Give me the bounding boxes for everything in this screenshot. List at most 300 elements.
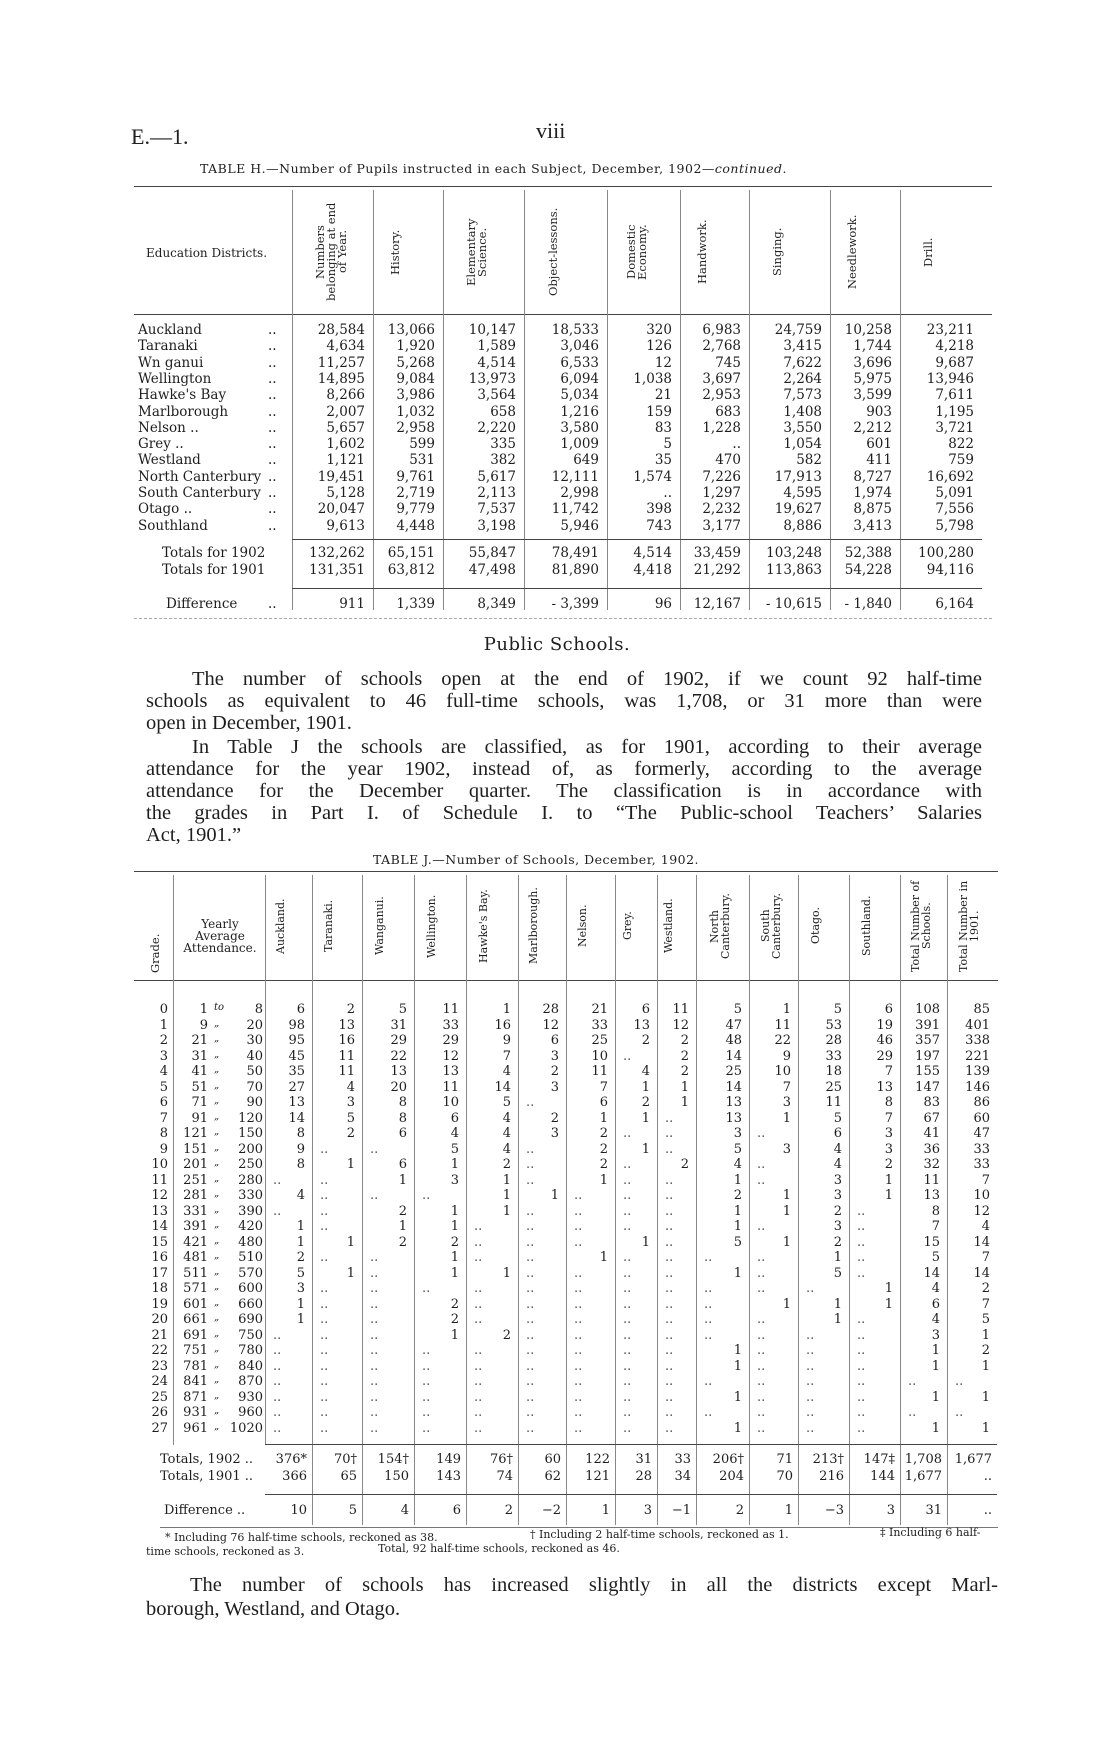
table-cell: 213† [812, 1452, 844, 1467]
column-header-districts: Education Districts. [146, 246, 268, 260]
table-cell: .. [320, 1172, 329, 1188]
column-divider [414, 875, 415, 1525]
table-cell: 582 [796, 452, 822, 469]
paragraph-line: In Table J the schools are classified, as for 1901, according to their average [192, 736, 982, 758]
table-cell: .. [665, 1219, 674, 1234]
table-cell: .. [663, 485, 672, 501]
column-header: Grey. [621, 911, 634, 941]
table-cell: 1 [296, 1234, 305, 1250]
attendance-from: 511 [183, 1265, 208, 1281]
table-cell: 1 [599, 1172, 608, 1188]
table-cell: 14 [923, 1265, 940, 1281]
table-cell: 70† [333, 1452, 357, 1467]
table-cell: .. [474, 1312, 483, 1327]
table-cell: 2 [599, 1141, 608, 1157]
table-cell: 1 [733, 1203, 742, 1219]
table-cell: 1 [981, 1389, 990, 1405]
table-cell: 33 [825, 1048, 842, 1064]
attendance-from: 661 [183, 1312, 208, 1327]
table-cell: .. [370, 1312, 379, 1327]
table-cell: 65,151 [387, 545, 435, 561]
table-cell: 108 [915, 1002, 940, 1017]
table-cell: .. [757, 1250, 766, 1265]
table-cell: 197 [915, 1048, 940, 1064]
table-cell: .. [574, 1343, 583, 1358]
leader-dots: .. [268, 452, 277, 469]
table-cell: 2,220 [477, 419, 516, 436]
table-cell: 28 [825, 1033, 842, 1048]
attendance-separator: „ [214, 1389, 220, 1401]
table-cell: .. [422, 1188, 431, 1203]
table-cell: 11 [442, 1002, 459, 1017]
table-cell: 1 [398, 1172, 407, 1188]
table-cell: 46 [876, 1033, 893, 1048]
table-cell: 1 [733, 1420, 742, 1436]
leader-dots: .. [268, 419, 277, 436]
table-cell: 4,418 [633, 562, 672, 578]
attendance-from: 51 [191, 1079, 208, 1095]
attendance-from: 91 [191, 1110, 208, 1126]
table-cell: 6 [884, 1002, 893, 1017]
table-cell: 14 [494, 1079, 511, 1095]
attendance-to: 930 [238, 1389, 263, 1405]
attendance-separator: „ [214, 1296, 220, 1308]
table-cell: .. [526, 1312, 535, 1327]
table-cell: .. [757, 1172, 766, 1188]
attendance-from: 751 [183, 1343, 208, 1358]
column-header-grade: Grade. [148, 933, 162, 973]
table-cell: .. [704, 1250, 713, 1265]
attendance-from: 961 [183, 1420, 208, 1436]
table-cell: 36 [923, 1141, 940, 1157]
column-header: Drill. [921, 237, 935, 267]
table-cell: 1 [450, 1219, 459, 1234]
table-cell: 11 [672, 1002, 689, 1017]
table-cell: 4 [502, 1110, 511, 1126]
table-cell: .. [474, 1358, 483, 1374]
table-cell: 13 [338, 1017, 355, 1033]
table-cell: 5 [296, 1265, 305, 1281]
table-cell: 47 [973, 1126, 990, 1141]
attendance-from: 1 [199, 1002, 208, 1017]
column-header: Elementary Science. [463, 218, 489, 286]
table-cell: 3 [550, 1126, 559, 1141]
table-cell: .. [757, 1327, 766, 1343]
table-cell: 95 [288, 1033, 305, 1048]
table-cell: 13 [876, 1079, 893, 1095]
table-cell: 62 [544, 1469, 561, 1484]
table-cell: .. [857, 1234, 866, 1250]
table-cell: 83 [923, 1095, 940, 1110]
table-cell: 8 [398, 1095, 407, 1110]
table-cell: .. [857, 1250, 866, 1265]
column-header: Domestic Economy. [623, 224, 649, 280]
table-cell: 1 [782, 1110, 791, 1126]
table-cell: 7 [884, 1064, 893, 1079]
column-header: Auckland. [273, 898, 287, 954]
table-cell: 1 [450, 1250, 459, 1265]
table-cell: .. [574, 1281, 583, 1296]
table-h-title [200, 161, 787, 176]
leader-dots: .. [268, 468, 277, 485]
table-cell: .. [623, 1126, 632, 1141]
table-cell: .. [665, 1405, 674, 1420]
table-cell: 382 [490, 452, 516, 469]
table-cell: 63,812 [387, 562, 435, 578]
section-heading: Public Schools. [483, 634, 631, 655]
table-cell: 13,946 [926, 370, 974, 387]
table-cell: 2 [599, 1157, 608, 1172]
table-cell: .. [665, 1358, 674, 1374]
table-cell: 1 [296, 1219, 305, 1234]
column-header: Singing. [769, 227, 784, 277]
table-cell: 3 [782, 1095, 791, 1110]
table-cell: 376* [275, 1452, 307, 1467]
table-cell: 3 [296, 1281, 305, 1296]
table-cell: .. [526, 1157, 535, 1172]
table-cell: 60 [973, 1110, 990, 1126]
table-cell: .. [474, 1374, 483, 1389]
attendance-to: 420 [238, 1219, 263, 1234]
attendance-to: 50 [246, 1064, 263, 1079]
table-cell: 1 [346, 1234, 355, 1250]
table-cell: .. [623, 1374, 632, 1389]
table-cell: 601 [866, 436, 892, 453]
table-cell: 3 [450, 1172, 459, 1188]
column-header: North Canterbury. [707, 893, 732, 959]
district-name: Wn ganui [138, 354, 204, 371]
table-cell: .. [526, 1234, 535, 1250]
table-cell: 531 [409, 452, 435, 469]
table-cell: .. [665, 1389, 674, 1405]
table-cell: 759 [948, 452, 974, 469]
table-cell: .. [320, 1405, 329, 1420]
table-cell: 12 [672, 1017, 689, 1033]
attendance-from: 841 [183, 1374, 208, 1389]
row-label: Difference .. [164, 1503, 246, 1518]
table-cell: 357 [915, 1033, 940, 1048]
table-cell: 81,890 [551, 562, 599, 578]
table-cell: 11 [774, 1017, 791, 1033]
table-cell: 4 [833, 1141, 842, 1157]
attendance-separator: „ [214, 1343, 220, 1354]
table-cell: 1 [782, 1296, 791, 1312]
table-cell: 3,046 [560, 338, 599, 355]
table-cell: .. [574, 1358, 583, 1374]
rule [292, 539, 982, 540]
table-cell: 1,602 [326, 436, 365, 453]
attendance-separator: „ [214, 1358, 220, 1370]
table-cell: 221 [965, 1048, 990, 1064]
table-cell: .. [757, 1389, 766, 1405]
table-cell: 35 [288, 1064, 305, 1079]
table-cell: 1 [601, 1503, 610, 1518]
table-cell: .. [320, 1420, 329, 1436]
table-cell: .. [806, 1389, 815, 1405]
table-cell: 1 [782, 1002, 791, 1017]
table-cell: .. [665, 1343, 674, 1358]
table-cell: .. [273, 1172, 282, 1188]
table-cell: .. [806, 1343, 815, 1358]
table-cell: 2 [833, 1203, 842, 1219]
table-cell: 649 [573, 452, 599, 469]
table-cell: 7 [502, 1048, 511, 1064]
table-cell: 745 [715, 354, 741, 371]
table-cell: 3 [550, 1048, 559, 1064]
table-cell: 5 [931, 1250, 940, 1265]
table-cell: .. [665, 1110, 674, 1126]
table-cell: 14,895 [317, 370, 365, 387]
table-cell: .. [704, 1296, 713, 1312]
table-cell: 3,721 [935, 419, 974, 436]
table-cell: 911 [339, 596, 365, 612]
attendance-separator: „ [214, 1126, 220, 1137]
table-cell: 1 [884, 1188, 893, 1203]
table-cell: .. [623, 1203, 632, 1219]
leader-dots: .. [268, 322, 277, 338]
table-cell: .. [857, 1374, 866, 1389]
grade-number: 2 [159, 1033, 168, 1048]
district-name: Otago .. [138, 501, 193, 518]
table-cell: 1 [502, 1002, 511, 1017]
district-name: Westland [138, 452, 201, 469]
table-cell: 7,573 [783, 387, 822, 404]
page-identifier: E.—1. [131, 124, 189, 149]
table-cell: 7,226 [702, 468, 741, 485]
table-cell: 1 [641, 1141, 650, 1157]
table-cell: .. [320, 1374, 329, 1389]
table-cell: 1 [680, 1095, 689, 1110]
table-cell: .. [857, 1327, 866, 1343]
table-cell: 2 [641, 1095, 650, 1110]
leader-dots: .. [268, 387, 277, 404]
attendance-separator: „ [214, 1095, 220, 1106]
table-cell: 2 [504, 1503, 513, 1518]
grade-number: 17 [151, 1265, 168, 1281]
table-cell: .. [474, 1420, 483, 1436]
table-cell: 1,574 [633, 468, 672, 485]
row-label: Difference [166, 596, 238, 612]
column-divider [657, 875, 658, 1525]
table-cell: .. [757, 1405, 766, 1420]
footnote-total: Total, 92 half-time schools, reckoned as 46. [378, 1542, 620, 1555]
attendance-to: 20 [246, 1017, 263, 1033]
table-cell: 13 [288, 1095, 305, 1110]
table-cell: 411 [866, 452, 892, 469]
table-cell: 5 [450, 1141, 459, 1157]
table-cell: 1,708 [904, 1452, 942, 1467]
table-cell: .. [526, 1420, 535, 1436]
table-cell: .. [704, 1281, 713, 1296]
table-cell: 31 [635, 1452, 652, 1467]
table-cell: 7,537 [477, 501, 516, 518]
table-cell: 122 [585, 1452, 610, 1467]
column-header: Nelson. [575, 904, 589, 948]
table-cell: .. [526, 1358, 535, 1374]
table-cell: 470 [715, 452, 741, 469]
attendance-to: 120 [238, 1110, 263, 1126]
table-cell: 1 [346, 1157, 355, 1172]
table-cell: 13,973 [468, 370, 516, 387]
column-divider [362, 875, 363, 1525]
table-cell: 3 [346, 1095, 355, 1110]
column-header: Wellington. [425, 894, 438, 958]
footnote-star: * Including 76 half-time schools, reckoned as 38. [165, 1531, 438, 1544]
attendance-from: 281 [183, 1188, 208, 1203]
table-cell: .. [623, 1358, 632, 1374]
column-header: Southland. [859, 895, 873, 957]
table-cell: 28 [542, 1002, 559, 1017]
table-cell: 2,953 [702, 387, 741, 404]
table-cell: 2 [680, 1064, 689, 1079]
table-cell: 4 [346, 1079, 355, 1095]
table-cell: 1,038 [633, 370, 672, 387]
grade-number: 25 [151, 1389, 168, 1405]
table-cell: 1 [502, 1265, 511, 1281]
table-cell: 1 [782, 1234, 791, 1250]
table-cell: 2 [641, 1033, 650, 1048]
table-cell: 78,491 [551, 545, 599, 561]
table-cell: 25 [725, 1064, 742, 1079]
table-cell: 3,198 [477, 517, 516, 534]
grade-number: 19 [151, 1296, 168, 1312]
table-cell: 1 [733, 1343, 742, 1358]
table-cell: 1 [599, 1110, 608, 1126]
table-cell: 25 [825, 1079, 842, 1095]
attendance-to: 200 [238, 1141, 263, 1157]
table-cell: 1 [733, 1358, 742, 1374]
table-cell: 2 [450, 1234, 459, 1250]
attendance-to: 390 [238, 1203, 263, 1219]
leader-dots: .. [268, 501, 277, 518]
table-cell: .. [474, 1296, 483, 1312]
table-cell: 1 [450, 1157, 459, 1172]
attendance-to: 510 [238, 1250, 263, 1265]
attendance-from: 21 [191, 1033, 208, 1048]
grade-number: 24 [151, 1374, 168, 1389]
table-cell: .. [370, 1405, 379, 1420]
table-cell: 2,007 [326, 403, 365, 420]
table-cell: 5 [833, 1002, 842, 1017]
column-header: Wanganui. [373, 896, 386, 956]
table-cell: 4 [502, 1141, 511, 1157]
table-cell: 1 [981, 1327, 990, 1343]
column-header: Hawke's Bay. [477, 889, 490, 963]
grade-number: 3 [159, 1048, 168, 1064]
table-cell: .. [320, 1188, 329, 1203]
attendance-to: 30 [246, 1033, 263, 1048]
table-cell: .. [422, 1405, 431, 1420]
table-cell: .. [526, 1327, 535, 1343]
table-cell: 5 [733, 1234, 742, 1250]
table-cell: .. [857, 1389, 866, 1405]
table-cell: 3 [833, 1188, 842, 1203]
table-cell: .. [320, 1219, 329, 1234]
leader-dots: .. [268, 485, 277, 501]
table-cell: 15 [923, 1234, 940, 1250]
table-cell: 19,627 [774, 501, 822, 518]
table-cell: 10,147 [468, 322, 516, 338]
table-cell: 398 [646, 501, 672, 518]
table-cell: .. [526, 1172, 535, 1188]
grade-number: 22 [151, 1343, 168, 1358]
table-cell: 2 [599, 1126, 608, 1141]
table-cell: 5,975 [853, 370, 892, 387]
rule [265, 1494, 997, 1495]
table-cell: 2,212 [853, 419, 892, 436]
table-cell: 9 [782, 1048, 791, 1064]
table-cell: .. [526, 1250, 535, 1265]
table-cell: 150 [384, 1469, 409, 1484]
footnote-dagger: † Including 2 half-time schools, reckoned as 1. [530, 1528, 789, 1541]
table-cell: 2 [502, 1157, 511, 1172]
table-cell: 3 [884, 1126, 893, 1141]
table-cell: 25 [591, 1033, 608, 1048]
table-cell: 103,248 [766, 545, 822, 561]
table-cell: 14 [725, 1048, 742, 1064]
table-cell: 9,613 [326, 517, 365, 534]
attendance-separator: „ [214, 1281, 220, 1292]
table-cell: 19,451 [317, 468, 365, 485]
table-cell: 34 [674, 1469, 691, 1484]
table-cell: 7,556 [935, 501, 974, 518]
attendance-to: 150 [238, 1126, 263, 1141]
table-cell: 20,047 [317, 501, 365, 518]
table-cell: 338 [965, 1033, 990, 1048]
table-cell: 1,339 [396, 596, 435, 612]
rule [134, 618, 992, 619]
table-cell: .. [623, 1172, 632, 1188]
column-header-attendance: Yearly Average Attendance. [183, 917, 257, 955]
table-cell: 8,266 [326, 387, 365, 404]
table-cell: 29 [442, 1033, 459, 1048]
table-cell: 401 [965, 1017, 990, 1033]
table-cell: .. [665, 1312, 674, 1327]
table-cell: .. [574, 1219, 583, 1234]
table-cell: 9 [296, 1141, 305, 1157]
table-cell: 48 [725, 1033, 742, 1048]
attendance-to: 780 [238, 1343, 263, 1358]
table-cell: 67 [923, 1110, 940, 1126]
table-cell: 2 [680, 1157, 689, 1172]
table-cell: 204 [719, 1469, 744, 1484]
table-cell: .. [908, 1374, 917, 1389]
table-cell: .. [857, 1219, 866, 1234]
column-header: Numbers belonging at end of Year. [312, 202, 349, 302]
table-cell: 6,983 [702, 322, 741, 338]
grade-number: 10 [151, 1157, 168, 1172]
table-cell: 6,533 [560, 354, 599, 371]
table-cell: .. [474, 1343, 483, 1358]
page-number: viii [536, 118, 566, 143]
table-cell: 4 [981, 1219, 990, 1234]
table-cell: 4 [502, 1064, 511, 1079]
table-cell: .. [623, 1265, 632, 1281]
table-cell: 3,986 [396, 387, 435, 404]
row-label: Totals for 1901 [162, 562, 266, 578]
table-cell: .. [574, 1374, 583, 1389]
table-cell: 126 [646, 338, 672, 355]
table-cell: 23,211 [926, 322, 974, 338]
table-cell: .. [273, 1405, 282, 1420]
grade-number: 11 [151, 1172, 168, 1188]
table-cell: 113,863 [766, 562, 822, 578]
table-cell: 5,946 [560, 517, 599, 534]
table-cell: 1 [398, 1219, 407, 1234]
table-cell: 2 [733, 1188, 742, 1203]
table-cell: 41 [923, 1126, 940, 1141]
rule [134, 186, 992, 187]
